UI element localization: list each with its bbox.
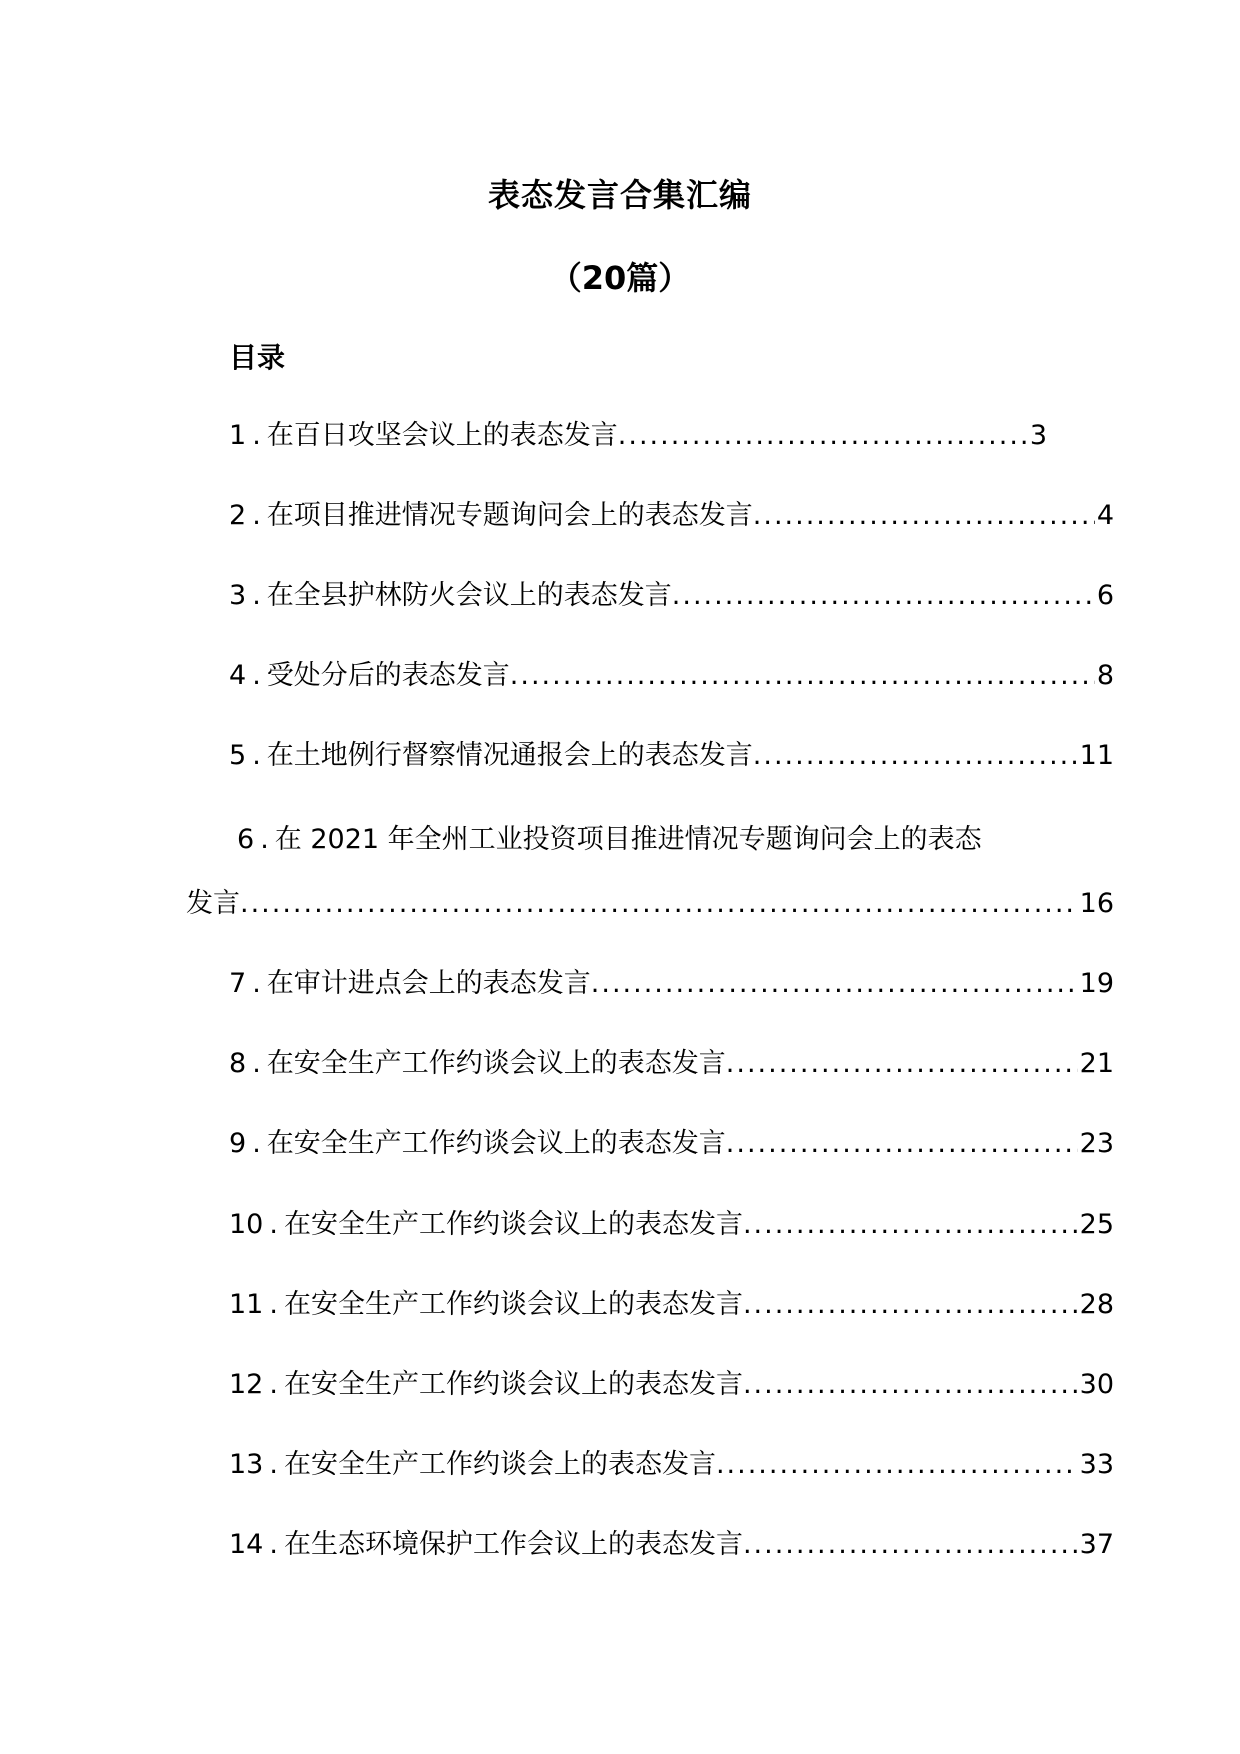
toc-entry-separator: .	[269, 1529, 278, 1560]
toc-entry-8[interactable]	[229, 1044, 1114, 1084]
toc-leader-dots	[726, 1124, 1078, 1164]
toc-entry-separator: .	[260, 824, 269, 855]
toc-entry-number: 8	[229, 1048, 247, 1079]
toc-entry-page: 19	[1079, 968, 1114, 999]
document-title: 表态发言合集汇编	[487, 176, 752, 214]
toc-leader-dots	[672, 576, 1095, 616]
toc-entry-number: 10	[229, 1209, 264, 1240]
toc-entry-separator: .	[269, 1369, 278, 1400]
toc-entry-page: 25	[1079, 1209, 1114, 1240]
toc-entry-number: 9	[229, 1128, 247, 1159]
toc-entry-separator: .	[252, 968, 261, 999]
toc-entry-number: 2	[229, 500, 247, 531]
toc-leader-dots	[743, 1205, 1078, 1245]
toc-entry-6[interactable]	[237, 820, 982, 860]
toc-entry-title: 在项目推进情况专题询问会上的表态发言	[266, 500, 753, 531]
toc-leader-dots	[743, 1525, 1078, 1565]
toc-entry-page: 33	[1079, 1449, 1114, 1480]
toc-entry-number: 6	[237, 824, 255, 855]
document-subtitle: （20篇）	[549, 259, 691, 297]
toc-leader-dots	[743, 1365, 1078, 1405]
toc-leader-dots	[618, 416, 1028, 456]
toc-entry-2[interactable]	[229, 496, 1114, 536]
toc-entry-title: 在安全生产工作约谈会议上的表态发言	[266, 1048, 726, 1079]
toc-entry-11[interactable]	[229, 1285, 1114, 1325]
toc-entry-title: 在安全生产工作约谈会议上的表态发言	[283, 1209, 743, 1240]
toc-entry-number: 13	[229, 1449, 264, 1480]
toc-entry-number: 3	[229, 580, 247, 611]
toc-entry-page: 21	[1079, 1048, 1114, 1079]
toc-entry-title: 在审计进点会上的表态发言	[266, 968, 591, 999]
toc-entry-separator: .	[252, 660, 261, 691]
toc-entry-title: 在百日攻坚会议上的表态发言	[266, 420, 618, 451]
toc-leader-dots	[753, 736, 1078, 776]
toc-entry-separator: .	[269, 1449, 278, 1480]
toc-entry-number: 12	[229, 1369, 264, 1400]
toc-entry-title: 在安全生产工作约谈会议上的表态发言	[283, 1369, 743, 1400]
toc-entry-number: 5	[229, 740, 247, 771]
toc-entry-10[interactable]	[229, 1205, 1114, 1245]
toc-entry-13[interactable]	[229, 1445, 1114, 1485]
toc-entry-title: 在土地例行督察情况通报会上的表态发言	[266, 740, 753, 771]
toc-entry-6-continuation[interactable]	[186, 884, 1114, 924]
toc-entry-separator: .	[269, 1209, 278, 1240]
toc-entry-14[interactable]	[229, 1525, 1114, 1565]
toc-leader-dots	[591, 964, 1078, 1004]
toc-entry-number: 14	[229, 1529, 264, 1560]
toc-entry-page: 28	[1079, 1289, 1114, 1320]
toc-entry-7[interactable]	[229, 964, 1114, 1004]
toc-entry-page: 3	[1029, 420, 1047, 451]
toc-entry-separator: .	[252, 1128, 261, 1159]
toc-entry-separator: .	[252, 500, 261, 531]
toc-entry-1[interactable]	[229, 416, 1047, 456]
toc-leader-dots	[743, 1285, 1078, 1325]
toc-entry-number: 1	[229, 420, 247, 451]
toc-entry-page: 30	[1079, 1369, 1114, 1400]
toc-entry-separator: .	[252, 580, 261, 611]
toc-entry-title: 在生态环境保护工作会议上的表态发言	[283, 1529, 743, 1560]
toc-entry-title: 在安全生产工作约谈会议上的表态发言	[266, 1128, 726, 1159]
toc-heading: 目录	[229, 341, 286, 374]
toc-entry-title: 在安全生产工作约谈会议上的表态发言	[283, 1289, 743, 1320]
toc-entry-separator: .	[252, 420, 261, 451]
toc-entry-3[interactable]	[229, 576, 1114, 616]
toc-leader-dots	[753, 496, 1095, 536]
toc-entry-page: 8	[1096, 660, 1114, 691]
toc-entry-number: 7	[229, 968, 247, 999]
toc-leader-dots	[726, 1044, 1078, 1084]
toc-entry-title: 在全县护林防火会议上的表态发言	[266, 580, 672, 611]
toc-entry-title-line1: 在 2021 年全州工业投资项目推进情况专题询问会上的表态	[274, 824, 982, 855]
toc-entry-title: 在安全生产工作约谈会上的表态发言	[283, 1449, 716, 1480]
toc-entry-page: 4	[1096, 500, 1114, 531]
toc-entry-number: 4	[229, 660, 247, 691]
toc-entry-number: 11	[229, 1289, 264, 1320]
toc-entry-separator: .	[269, 1289, 278, 1320]
toc-entry-page: 16	[1079, 888, 1114, 919]
toc-entry-separator: .	[252, 1048, 261, 1079]
toc-entry-5[interactable]	[229, 736, 1114, 776]
toc-entry-page: 6	[1096, 580, 1114, 611]
toc-entry-title-line2: 发言	[186, 888, 240, 919]
toc-entry-4[interactable]	[229, 656, 1114, 696]
toc-leader-dots	[716, 1445, 1078, 1485]
toc-entry-12[interactable]	[229, 1365, 1114, 1405]
toc-entry-page: 11	[1079, 740, 1114, 771]
toc-entry-page: 23	[1079, 1128, 1114, 1159]
toc-entry-9[interactable]	[229, 1124, 1114, 1164]
toc-entry-title: 受处分后的表态发言	[266, 660, 510, 691]
toc-entry-page: 37	[1079, 1529, 1114, 1560]
toc-leader-dots	[240, 884, 1078, 924]
toc-leader-dots	[510, 656, 1095, 696]
toc-entry-separator: .	[252, 740, 261, 771]
